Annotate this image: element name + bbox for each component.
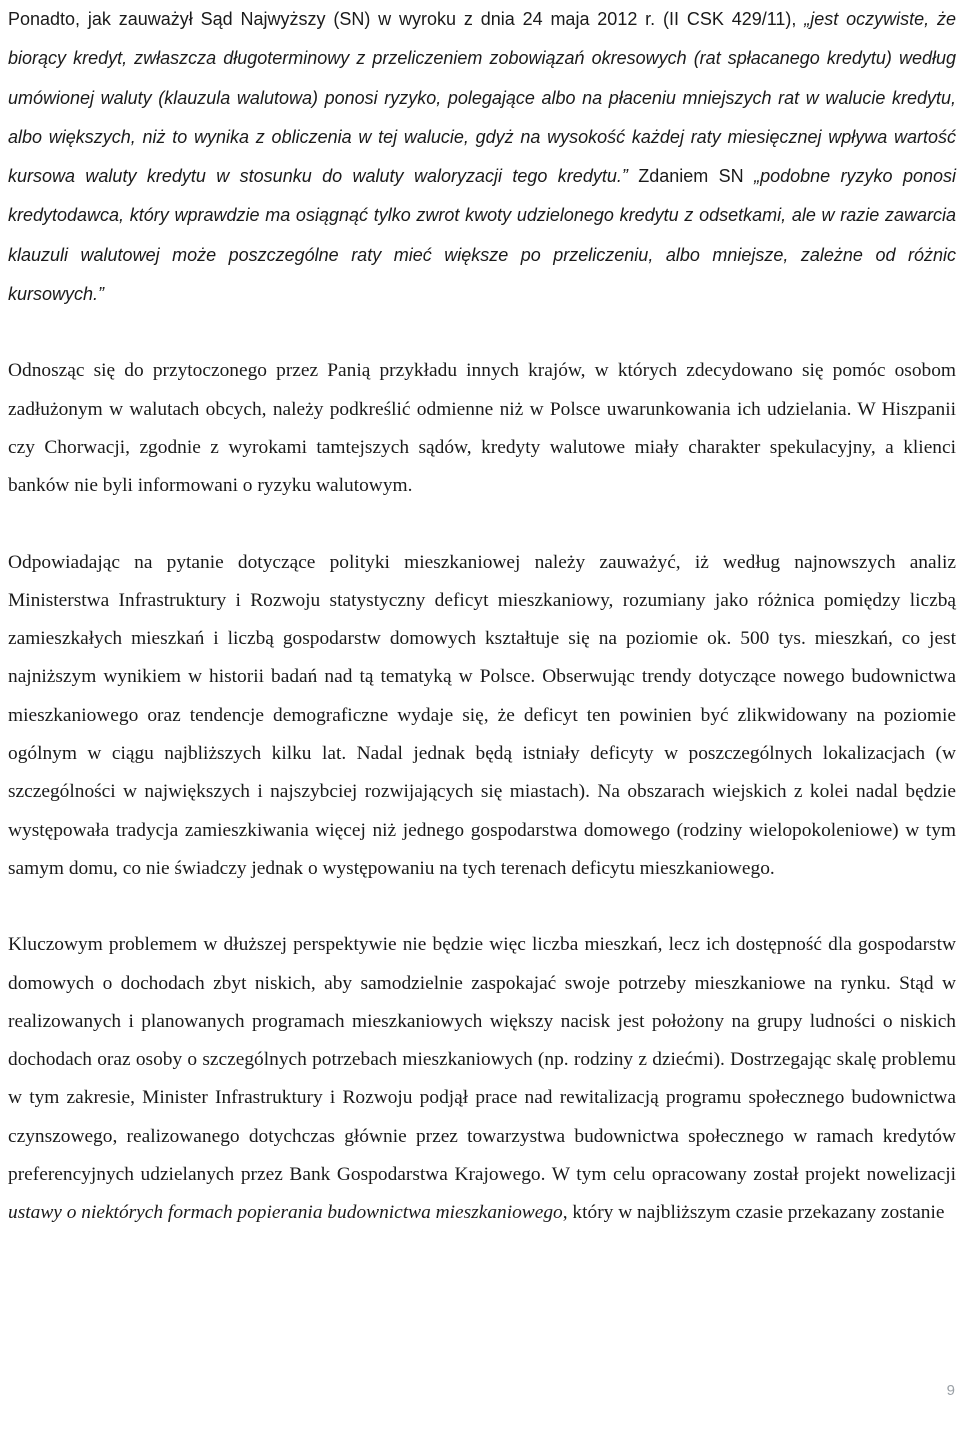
quote-run: „podobne ryzyko ponosi kredytodawca, który wprawdzie ma osiągnąć tylko zwrot kwoty udzielonego kredytu z odsetkami, ale w razie zawarcia klauzuli walutowej może poszczególne raty mieć większe po przeliczeniu, albo mniejsze, zależne od różnic kursowych.” xyxy=(8,166,956,305)
act-title-run: ustawy o niektórych formach popierania budownictwa mieszkaniowego xyxy=(8,1202,563,1224)
document-body xyxy=(8,0,956,1233)
page-number: 9 xyxy=(946,1382,955,1399)
text-run: , który w najbliższym czasie przekazany zostanie xyxy=(562,1202,945,1224)
text-run: Ponadto, jak zauważył Sąd Najwyższy (SN) w wyroku z dnia 24 maja 2012 r. (II CSK 429/11), xyxy=(8,9,805,29)
quote-run: „jest oczywiste, że biorący kredyt, zwłaszcza długoterminowy z przeliczeniem zobowiązań okresowych (rat spłacanego kredytu) według umówionej waluty (klauzula walutowa) ponosi ryzyko, polegające albo na płaceniu mniejszych rat w walucie kredytu, albo większych, niż to wynika z obliczenia w tej walucie, gdyż na wysokość każdej raty miesięcznej wpływa wartość kursowa waluty kredytu w stosunku do waluty waloryzacji tego kredytu.” xyxy=(8,9,956,187)
text-run: Kluczowym problemem w dłuższej perspektywie nie będzie więc liczba mieszkań, lecz ich dostępność dla gospodarstw domowych o dochodach zbyt niskich, aby samodzielnie zaspokajać swoje potrzeby mieszkaniowe na rynku. Stąd w realizowanych i planowanych programach mieszkaniowych większy nacisk jest położony na grupy ludności o niskich dochodach oraz osoby o szczególnych potrzebach mieszkaniowych (np. rodziny z dziećmi). Dostrzegając skalę problemu w tym zakresie, Minister Infrastruktury i Rozwoju podjął prace nad rewitalizacją programu społecznego budownictwa czynszowego, realizowanego dotychczas głównie przez towarzystwa budownictwa społecznego w ramach kredytów preferencyjnych udzielanych przez Bank Gospodarstwa Krajowego. W tym celu opracowany został projekt nowelizacji xyxy=(8,934,956,1186)
text-run: Odpowiadając na pytanie dotyczące polityki mieszkaniowej należy zauważyć, iż według najnowszych analiz Ministerstwa Infrastruktury i Rozwoju statystyczny deficyt mieszkaniowy, rozumiany jako różnica pomiędzy liczbą zamieszkałych mieszkań i liczbą gospodarstw domowych kształtuje się na poziomie ok. 500 tys. mieszkań, co jest najniższym wynikiem w historii badań nad tą tematyką w Polsce. Obserwując trendy dotyczące nowego budownictwa mieszkaniowego oraz tendencje demograficzne wydaje się, że deficyt ten powinien być zlikwidowany na poziomie ogólnym w ciągu najbliższych kilku lat. Nadal jednak będą istniały deficyty w poszczególnych lokalizacjach (w szczególności w największych i najszybciej rozwijających się miastach). Na obszarach wiejskich z kolei nadal będzie występowała tradycja zamieszkiwania więcej niż jednego gospodarstwa domowego (rodziny wielopokoleniowe) w tym samym domu, co nie świadczy jednak o występowaniu na tych terenach deficytu mieszkaniowego. xyxy=(8,551,956,879)
paragraph-court-ruling xyxy=(8,0,956,314)
paragraph-housing-affordability xyxy=(8,926,956,1232)
text-run: Zdaniem SN xyxy=(627,166,755,187)
paragraph-housing-policy xyxy=(8,544,956,889)
text-run: Odnosząc się do przytoczonego przez Panią przykładu innych krajów, w których zdecydowano się pomóc osobom zadłużonym w walutach obcych, należy podkreślić odmienne niż w Polsce uwarunkowania ich udzielania. W Hiszpanii czy Chorwacji, zgodnie z wyrokami tamtejszych sądów, kredyty walutowe miały charakter spekulacyjny, a klienci banków nie byli informowani o ryzyku walutowym. xyxy=(8,360,956,497)
paragraph-other-countries xyxy=(8,352,956,505)
